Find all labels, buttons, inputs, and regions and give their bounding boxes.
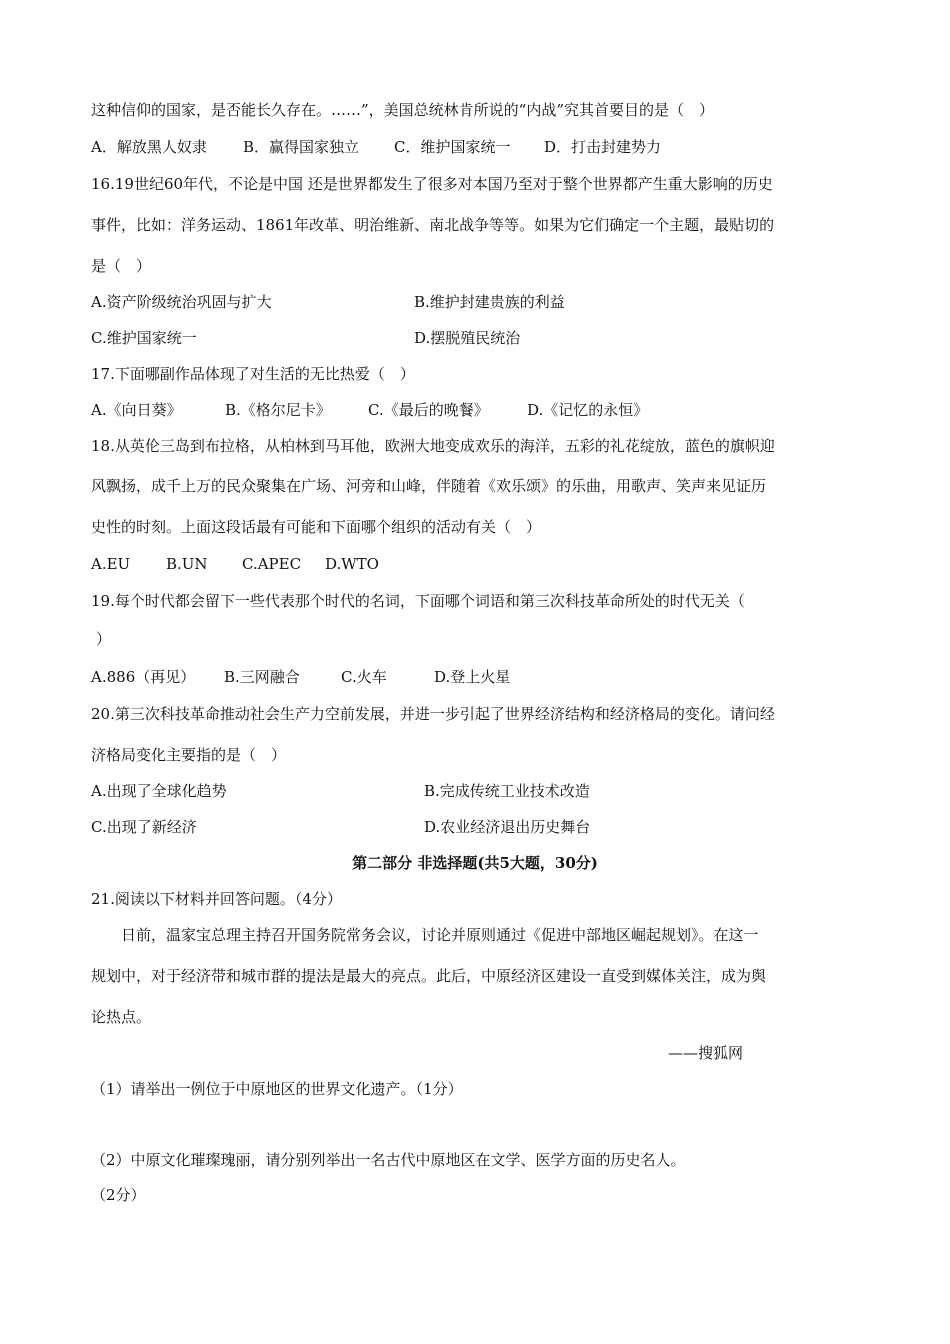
q15-stem: 这种信仰的国家，是否能长久存在。……”，美国总统林肯所说的“内战”究其首要目的是（ ） [91,101,715,119]
q18-option-d: D.WTO [325,555,379,573]
q17-option-d: D.《记忆的永恒》 [527,401,649,419]
q19-option-c: C.火车 [341,668,387,686]
q18-line-1: 18.从英伦三岛到布拉格，从柏林到马耳他，欧洲大地变成欢乐的海洋，五彩的礼花绽放，蓝色的旗帜迎 [91,437,775,455]
q20-option-a: A.出现了全球化趋势 [91,782,227,800]
q21-material-line-3: 论热点。 [91,1008,152,1026]
section-title: 第二部分 非选择题(共5大题，30分) [352,854,598,872]
q19-option-b: B.三网融合 [224,668,300,686]
q15-option-a: A．解放黑人奴隶 [91,138,207,156]
q21-sub-question-2-score: （2分） [91,1186,146,1204]
q20-option-c: C.出现了新经济 [91,818,197,836]
q15-option-c: C．维护国家统一 [394,138,511,156]
q17-stem: 17.下面哪副作品体现了对生活的无比热爱（ ） [91,365,415,383]
q20-line-2: 济格局变化主要指的是（ ） [91,746,287,764]
q18-option-b: B.UN [166,555,208,573]
q18-option-a: A.EU [91,555,131,573]
q20-line-1: 20.第三次科技革命推动社会生产力空前发展，并进一步引起了世界经济结构和经济格局的变化。请问经 [91,705,775,723]
q18-line-2: 风飘扬，成千上万的民众聚集在广场、河旁和山峰，伴随着《欢乐颂》的乐曲，用歌声、笑声来见证历 [91,477,767,495]
q21-material-line-1: 日前，温家宝总理主持召开国务院常务会议，讨论并原则通过《促进中部地区崛起规划》。在这一 [121,926,759,944]
q16-line-3: 是（ ） [91,257,152,275]
q19-line-1: 19.每个时代都会留下一些代表那个时代的名词，下面哪个词语和第三次科技革命所处的时代无关（ [91,592,745,610]
q21-material-line-2: 规划中，对于经济带和城市群的提法是最大的亮点。此后，中原经济区建设一直受到媒体关注，成为舆 [91,967,767,985]
q17-option-b: B.《格尔尼卡》 [225,401,331,419]
q21-sub-question-2: （2）中原文化璀璨瑰丽，请分别列举出一名古代中原地区在文学、医学方面的历史名人。 [91,1151,686,1169]
q16-line-1: 16.19世纪60年代，不论是中国 还是世界都发生了很多对本国乃至对于整个世界都产生重大影响的历史 [91,175,773,193]
q16-option-d: D.摆脱殖民统治 [414,329,521,347]
q15-option-d: D．打击封建势力 [544,138,662,156]
q15-option-b: B．赢得国家独立 [243,138,360,156]
q17-option-c: C.《最后的晚餐》 [368,401,489,419]
q16-option-c: C.维护国家统一 [91,329,197,347]
q16-option-a: A.资产阶级统治巩固与扩大 [91,293,272,311]
q18-line-3: 史性的时刻。上面这段话最有可能和下面哪个组织的活动有关（ ） [91,518,542,536]
q20-option-d: D.农业经济退出历史舞台 [424,818,591,836]
q18-option-c: C.APEC [242,555,302,573]
q20-option-b: B.完成传统工业技术改造 [424,782,590,800]
q19-option-a: A.886（再见） [91,668,196,686]
q21-source: ——搜狐网 [668,1044,744,1062]
q19-line-2: ） [96,630,112,648]
q16-line-2: 事件，比如：洋务运动、1861年改革、明治维新、南北战争等等。如果为它们确定一个主题，最贴切的 [91,216,775,234]
q16-option-b: B.维护封建贵族的利益 [414,293,565,311]
q17-option-a: A.《向日葵》 [91,401,182,419]
q21-stem: 21.阅读以下材料并回答问题。（4分） [91,890,342,908]
q19-option-d: D.登上火星 [434,668,511,686]
q21-sub-question-1: （1）请举出一例位于中原地区的世界文化遗产。（1分） [91,1080,463,1098]
